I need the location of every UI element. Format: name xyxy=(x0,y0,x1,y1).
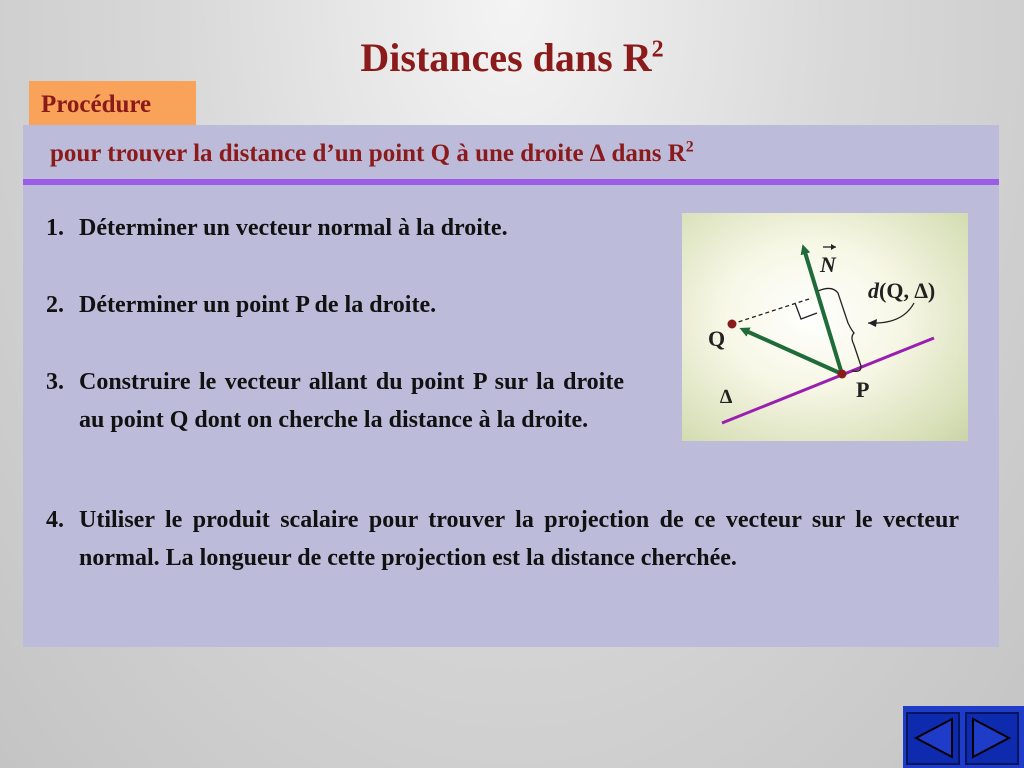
pq-vector-arrow xyxy=(744,330,842,374)
slide-title-text: Distances dans R xyxy=(360,35,652,80)
divider-rule xyxy=(23,179,999,185)
step-3 xyxy=(46,363,624,439)
label-n: N xyxy=(820,252,836,277)
label-delta: ∆ xyxy=(720,386,733,408)
slide-navigation xyxy=(903,706,1024,768)
distance-diagram-svg xyxy=(682,213,968,441)
next-slide-button[interactable] xyxy=(965,712,1019,765)
procedure-tag: Procédure xyxy=(29,81,196,127)
line-delta xyxy=(722,338,934,423)
distance-diagram xyxy=(682,213,968,441)
label-distance-args: (Q, ∆) xyxy=(879,278,936,303)
triangle-left-icon xyxy=(908,714,958,763)
label-p: P xyxy=(856,377,870,402)
right-angle-marker xyxy=(795,303,817,319)
step-number: 4. xyxy=(46,507,64,533)
step-text: Utiliser le produit scalaire pour trouver la projection de ce vecteur sur le vecteur normal. La longueur de cette projection est la distance cherchée. xyxy=(79,507,959,571)
step-text: Déterminer un point P de la droite. xyxy=(79,292,437,318)
step-number: 1. xyxy=(46,215,64,241)
procedure-subtitle-text: pour trouver la distance d’un point Q à une droite ∆ dans R xyxy=(50,140,686,167)
slide-title-superscript: 2 xyxy=(651,36,664,63)
label-distance xyxy=(868,278,935,303)
label-pointer-arrowhead xyxy=(868,319,877,327)
step-2 xyxy=(46,286,646,324)
step-text: Construire le vecteur allant du point P sur la droite au point Q dont on cherche la distance à la droite. xyxy=(79,369,624,433)
slide-title xyxy=(0,34,1024,81)
step-number: 2. xyxy=(46,292,64,318)
step-4 xyxy=(46,501,959,577)
step-text: Déterminer un vecteur normal à la droite. xyxy=(79,215,508,241)
vector-arrowhead-over-n xyxy=(831,244,836,250)
label-distance-d: d xyxy=(868,278,879,303)
point-p-dot xyxy=(838,370,847,379)
step-1 xyxy=(46,209,646,247)
step-number: 3. xyxy=(46,369,64,395)
distance-brace xyxy=(818,288,861,371)
previous-slide-button[interactable] xyxy=(906,712,960,765)
procedure-subtitle xyxy=(50,140,694,168)
label-q: Q xyxy=(708,326,726,351)
point-q-dot xyxy=(728,320,737,329)
procedure-subtitle-superscript: 2 xyxy=(685,138,694,156)
projection-dashed-line xyxy=(732,298,812,324)
triangle-right-icon xyxy=(967,714,1017,763)
